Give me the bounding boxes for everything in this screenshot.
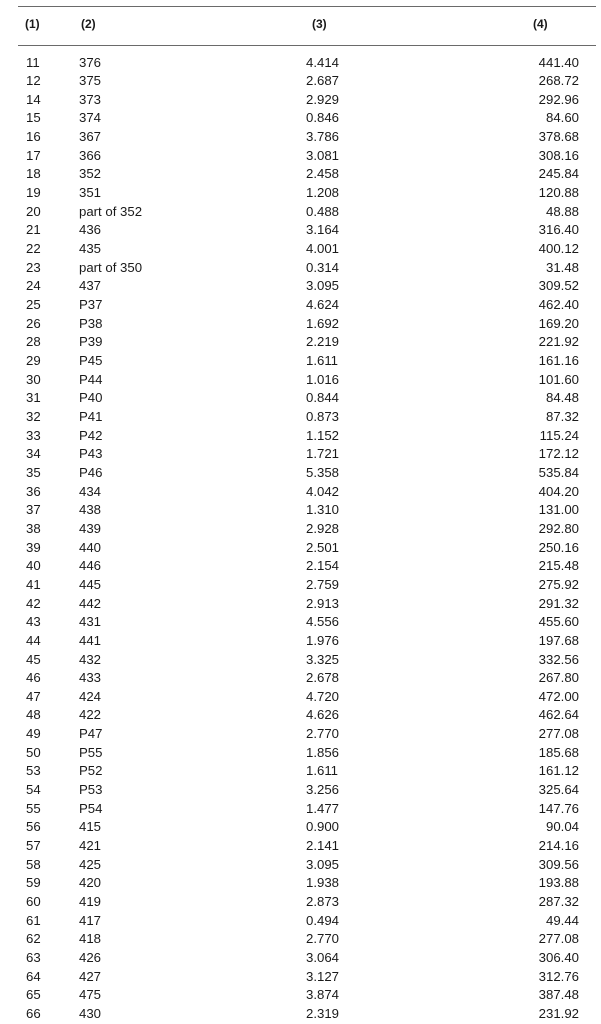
cell-col-3: 3.874: [306, 987, 340, 1003]
cell-col-2: 440: [79, 539, 102, 555]
cell-col-1: 12: [26, 73, 41, 89]
cell-col-2: 351: [79, 185, 102, 201]
table-row: [0, 240, 601, 259]
cell-col-2: 434: [79, 483, 102, 499]
table-row: [0, 818, 601, 837]
cell-col-3: 1.611: [306, 353, 339, 368]
cell-col-4: 277.08: [538, 726, 579, 742]
table-row: [0, 856, 601, 875]
cell-col-3: 4.626: [306, 707, 340, 723]
cell-col-1: 25: [26, 297, 41, 313]
cell-col-1: 37: [26, 502, 41, 518]
cell-col-1: 33: [26, 427, 41, 443]
table-header: [0, 17, 601, 35]
cell-col-3: 3.081: [306, 147, 340, 163]
table-row: [0, 557, 601, 576]
cell-col-1: 26: [26, 315, 41, 331]
cell-col-4: 101.60: [538, 371, 579, 387]
cell-col-1: 50: [26, 744, 41, 760]
cell-col-1: 17: [26, 147, 41, 163]
cell-col-3: 3.786: [306, 129, 340, 145]
cell-col-3: 2.458: [306, 166, 340, 182]
cell-col-1: 47: [26, 688, 41, 704]
cell-col-4: 215.48: [538, 558, 579, 574]
table-row: [0, 389, 601, 408]
table-row: [0, 408, 601, 427]
cell-col-3: 0.314: [306, 259, 340, 275]
cell-col-1: 46: [26, 670, 41, 686]
cell-col-4: 309.56: [538, 856, 579, 872]
table-row: [0, 632, 601, 651]
cell-col-2: 374: [79, 110, 102, 126]
cell-col-2: P46: [79, 464, 103, 480]
cell-col-1: 22: [26, 241, 41, 257]
table-row: [0, 91, 601, 110]
cell-col-3: 3.325: [306, 651, 340, 667]
cell-col-1: 39: [26, 539, 41, 555]
table-row: [0, 109, 601, 128]
cell-col-1: 58: [26, 856, 41, 872]
cell-col-3: 1.208: [306, 185, 340, 201]
cell-col-1: 49: [26, 726, 41, 742]
cell-col-4: 462.64: [538, 707, 579, 723]
table-body: [0, 54, 601, 1024]
cell-col-3: 2.319: [306, 1005, 340, 1021]
table-row: [0, 147, 601, 166]
table-row: [0, 445, 601, 464]
cell-col-4: 308.16: [538, 147, 579, 163]
cell-col-3: 4.042: [306, 483, 340, 499]
cell-col-2: part of 350: [79, 259, 143, 275]
table-row: [0, 949, 601, 968]
cell-col-1: 23: [26, 259, 41, 275]
cell-col-3: 2.678: [306, 670, 340, 686]
table-row: [0, 184, 601, 203]
cell-col-4: 169.20: [538, 315, 579, 331]
cell-col-1: 61: [26, 912, 41, 928]
table-row: [0, 483, 601, 502]
cell-col-4: 404.20: [538, 483, 579, 499]
table-row: [0, 613, 601, 632]
cell-col-1: 41: [26, 576, 41, 592]
cell-col-1: 36: [26, 483, 41, 499]
cell-col-3: 0.900: [306, 819, 340, 835]
cell-col-4: 87.32: [545, 408, 579, 424]
cell-col-2: 421: [79, 838, 102, 854]
cell-col-2: P45: [79, 353, 103, 368]
cell-col-4: 387.48: [538, 987, 579, 1003]
cell-col-4: 147.76: [538, 800, 579, 816]
cell-col-4: 193.88: [538, 875, 579, 891]
table-row: [0, 837, 601, 856]
table-row: [0, 651, 601, 670]
cell-col-4: 221.92: [538, 334, 579, 350]
cell-col-2: 367: [79, 129, 102, 145]
cell-col-2: 427: [79, 968, 102, 984]
cell-col-2: 445: [79, 576, 102, 592]
cell-col-1: 56: [26, 819, 41, 835]
cell-col-2: P42: [79, 427, 103, 443]
cell-col-2: part of 352: [79, 203, 143, 219]
cell-col-1: 16: [26, 129, 41, 145]
table-row: [0, 725, 601, 744]
table-row: [0, 781, 601, 800]
table-row: [0, 986, 601, 1005]
cell-col-2: 425: [79, 856, 102, 872]
table-header-rule: [18, 45, 596, 46]
cell-col-1: 45: [26, 651, 41, 667]
table-row: [0, 333, 601, 352]
table-row: [0, 128, 601, 147]
cell-col-1: 18: [26, 166, 41, 182]
table-row: [0, 893, 601, 912]
cell-col-2: P52: [79, 763, 103, 779]
cell-col-2: 426: [79, 950, 102, 965]
cell-col-3: 2.219: [306, 334, 340, 350]
cell-col-3: 0.488: [306, 203, 340, 219]
cell-col-1: 30: [26, 371, 41, 387]
cell-col-3: 3.164: [306, 222, 340, 238]
cell-col-2: 438: [79, 502, 102, 518]
cell-col-1: 14: [26, 91, 41, 107]
table-row: [0, 576, 601, 595]
cell-col-1: 32: [26, 408, 41, 424]
cell-col-4: 275.92: [538, 576, 579, 592]
cell-col-2: P54: [79, 800, 103, 816]
cell-col-1: 66: [26, 1005, 41, 1021]
cell-col-2: 435: [79, 241, 102, 257]
table-row: [0, 277, 601, 296]
table-row: [0, 203, 601, 222]
cell-col-3: 2.873: [306, 894, 340, 910]
cell-col-2: 433: [79, 670, 102, 686]
cell-col-4: 231.92: [538, 1005, 579, 1021]
cell-col-4: 455.60: [538, 614, 579, 630]
table-row: [0, 501, 601, 520]
cell-col-1: 54: [26, 782, 41, 798]
cell-col-1: 63: [26, 950, 41, 965]
cell-col-1: 35: [26, 464, 41, 480]
table-row: [0, 315, 601, 334]
cell-col-2: P38: [79, 315, 103, 331]
cell-col-4: 172.12: [538, 446, 579, 462]
cell-col-4: 214.16: [538, 838, 579, 854]
cell-col-2: 430: [79, 1005, 102, 1021]
cell-col-1: 53: [26, 763, 41, 779]
cell-col-3: 0.494: [306, 912, 340, 928]
cell-col-3: 1.692: [306, 315, 340, 331]
cell-col-4: 309.52: [538, 278, 579, 294]
cell-col-4: 49.44: [545, 912, 579, 928]
cell-col-4: 306.40: [538, 950, 579, 965]
cell-col-3: 1.721: [306, 446, 340, 462]
table-row: [0, 54, 601, 73]
table-row: [0, 221, 601, 240]
cell-col-4: 535.84: [538, 464, 579, 480]
cell-col-2: 373: [79, 91, 102, 107]
table-row: [0, 688, 601, 707]
cell-col-2: P40: [79, 390, 103, 406]
cell-col-3: 1.611: [306, 763, 339, 779]
cell-col-3: 2.770: [306, 726, 340, 742]
table-row: [0, 296, 601, 315]
table-row: [0, 744, 601, 763]
cell-col-2: 420: [79, 875, 102, 891]
cell-col-3: 4.414: [306, 54, 340, 70]
column-header-1: (1): [25, 17, 40, 31]
cell-col-4: 120.88: [538, 185, 579, 201]
cell-col-4: 250.16: [538, 539, 579, 555]
cell-col-1: 15: [26, 110, 41, 126]
cell-col-3: 3.064: [306, 950, 340, 965]
cell-col-1: 24: [26, 278, 41, 294]
cell-col-1: 34: [26, 446, 41, 462]
cell-col-1: 44: [26, 632, 41, 648]
cell-col-4: 292.80: [538, 520, 579, 536]
cell-col-3: 1.152: [306, 427, 340, 443]
table-row: [0, 1005, 601, 1024]
cell-col-2: 418: [79, 931, 102, 947]
cell-col-3: 4.624: [306, 297, 340, 313]
column-header-2: (2): [81, 17, 96, 31]
cell-col-4: 292.96: [538, 91, 579, 107]
cell-col-4: 325.64: [538, 782, 579, 798]
cell-col-3: 3.095: [306, 278, 340, 294]
cell-col-1: 60: [26, 894, 41, 910]
cell-col-1: 65: [26, 987, 41, 1003]
cell-col-2: 417: [79, 912, 102, 928]
cell-col-4: 312.76: [538, 968, 579, 984]
cell-col-4: 245.84: [538, 166, 579, 182]
cell-col-3: 2.928: [306, 520, 340, 536]
table-row: [0, 72, 601, 91]
cell-col-4: 161.12: [538, 763, 579, 779]
cell-col-2: 437: [79, 278, 102, 294]
cell-col-1: 48: [26, 707, 41, 723]
cell-col-2: 422: [79, 707, 102, 723]
cell-col-4: 197.68: [538, 632, 579, 648]
cell-col-4: 332.56: [538, 651, 579, 667]
cell-col-2: P39: [79, 334, 103, 350]
cell-col-2: 432: [79, 651, 102, 667]
table-row: [0, 427, 601, 446]
cell-col-2: 475: [79, 987, 102, 1003]
table-row: [0, 520, 601, 539]
cell-col-4: 287.32: [538, 894, 579, 910]
cell-col-3: 1.477: [306, 800, 340, 816]
cell-col-2: P41: [79, 408, 103, 424]
table-row: [0, 539, 601, 558]
cell-col-3: 2.154: [306, 558, 340, 574]
table-row: [0, 874, 601, 893]
cell-col-3: 4.556: [306, 614, 340, 630]
table-row: [0, 800, 601, 819]
cell-col-2: 446: [79, 558, 102, 574]
cell-col-4: 31.48: [545, 259, 579, 275]
cell-col-3: 1.856: [306, 744, 340, 760]
cell-col-4: 84.48: [545, 390, 579, 406]
cell-col-4: 400.12: [538, 241, 579, 257]
cell-col-2: P44: [79, 371, 103, 387]
table-row: [0, 930, 601, 949]
cell-col-2: 424: [79, 688, 102, 704]
cell-col-1: 62: [26, 931, 41, 947]
cell-col-4: 185.68: [538, 744, 579, 760]
cell-col-2: 419: [79, 894, 102, 910]
cell-col-4: 441.40: [538, 54, 579, 70]
cell-col-2: 352: [79, 166, 102, 182]
cell-col-4: 131.00: [538, 502, 579, 518]
cell-col-1: 42: [26, 595, 41, 611]
cell-col-4: 462.40: [538, 297, 579, 313]
cell-col-1: 31: [26, 390, 41, 406]
cell-col-2: 375: [79, 73, 102, 89]
table-row: [0, 706, 601, 725]
cell-col-3: 0.873: [306, 408, 340, 424]
cell-col-4: 115.24: [539, 427, 579, 443]
cell-col-2: 431: [79, 614, 102, 630]
cell-col-3: 3.127: [306, 968, 340, 984]
cell-col-4: 291.32: [538, 595, 579, 611]
cell-col-1: 57: [26, 838, 41, 854]
table-row: [0, 352, 601, 371]
cell-col-3: 3.095: [306, 856, 340, 872]
table-row: [0, 595, 601, 614]
cell-col-3: 2.759: [306, 576, 340, 592]
cell-col-1: 59: [26, 875, 41, 891]
cell-col-4: 268.72: [538, 73, 579, 89]
cell-col-3: 0.846: [306, 110, 340, 126]
cell-col-4: 378.68: [538, 129, 579, 145]
table-row: [0, 371, 601, 390]
cell-col-3: 2.929: [306, 91, 340, 107]
cell-col-3: 4.720: [306, 688, 340, 704]
cell-col-3: 2.770: [306, 931, 340, 947]
table-row: [0, 968, 601, 987]
cell-col-2: 376: [79, 54, 102, 70]
cell-col-4: 161.16: [538, 353, 579, 368]
table-row: [0, 762, 601, 781]
cell-col-2: 436: [79, 222, 102, 238]
table-row: [0, 912, 601, 931]
cell-col-2: 441: [79, 632, 102, 648]
cell-col-1: 20: [26, 203, 41, 219]
cell-col-4: 277.08: [538, 931, 579, 947]
cell-col-3: 3.256: [306, 782, 340, 798]
cell-col-1: 55: [26, 800, 41, 816]
table-row: [0, 259, 601, 278]
column-header-3: (3): [312, 17, 327, 31]
cell-col-2: 442: [79, 595, 102, 611]
cell-col-1: 43: [26, 614, 41, 630]
cell-col-4: 84.60: [545, 110, 579, 126]
cell-col-2: P43: [79, 446, 103, 462]
cell-col-3: 5.358: [306, 464, 340, 480]
cell-col-3: 2.687: [306, 73, 340, 89]
cell-col-3: 1.310: [306, 502, 340, 518]
cell-col-4: 90.04: [545, 819, 579, 835]
cell-col-3: 1.976: [306, 632, 340, 648]
cell-col-3: 1.016: [306, 371, 340, 387]
cell-col-2: P53: [79, 782, 103, 798]
cell-col-3: 1.938: [306, 875, 340, 891]
cell-col-1: 29: [26, 353, 41, 368]
cell-col-3: 2.501: [306, 539, 340, 555]
cell-col-4: 267.80: [538, 670, 579, 686]
table-top-rule: [18, 6, 596, 7]
cell-col-4: 316.40: [538, 222, 579, 238]
cell-col-4: 48.88: [545, 203, 579, 219]
cell-col-1: 40: [26, 558, 41, 574]
table-row: [0, 464, 601, 483]
cell-col-1: 11: [26, 54, 40, 70]
table-row: [0, 669, 601, 688]
cell-col-3: 4.001: [306, 241, 340, 257]
cell-col-3: 2.141: [306, 838, 340, 854]
table-row: [0, 165, 601, 184]
cell-col-1: 64: [26, 968, 41, 984]
cell-col-2: 415: [79, 819, 102, 835]
cell-col-4: 472.00: [538, 688, 579, 704]
cell-col-1: 21: [26, 222, 41, 238]
cell-col-3: 2.913: [306, 595, 340, 611]
cell-col-2: 366: [79, 147, 102, 163]
cell-col-1: 19: [26, 185, 41, 201]
cell-col-1: 38: [26, 520, 41, 536]
cell-col-2: P55: [79, 744, 103, 760]
cell-col-1: 28: [26, 334, 41, 350]
cell-col-2: 439: [79, 520, 102, 536]
cell-col-2: P47: [79, 726, 103, 742]
cell-col-3: 0.844: [306, 390, 340, 406]
cell-col-2: P37: [79, 297, 103, 313]
column-header-4: (4): [533, 17, 548, 31]
